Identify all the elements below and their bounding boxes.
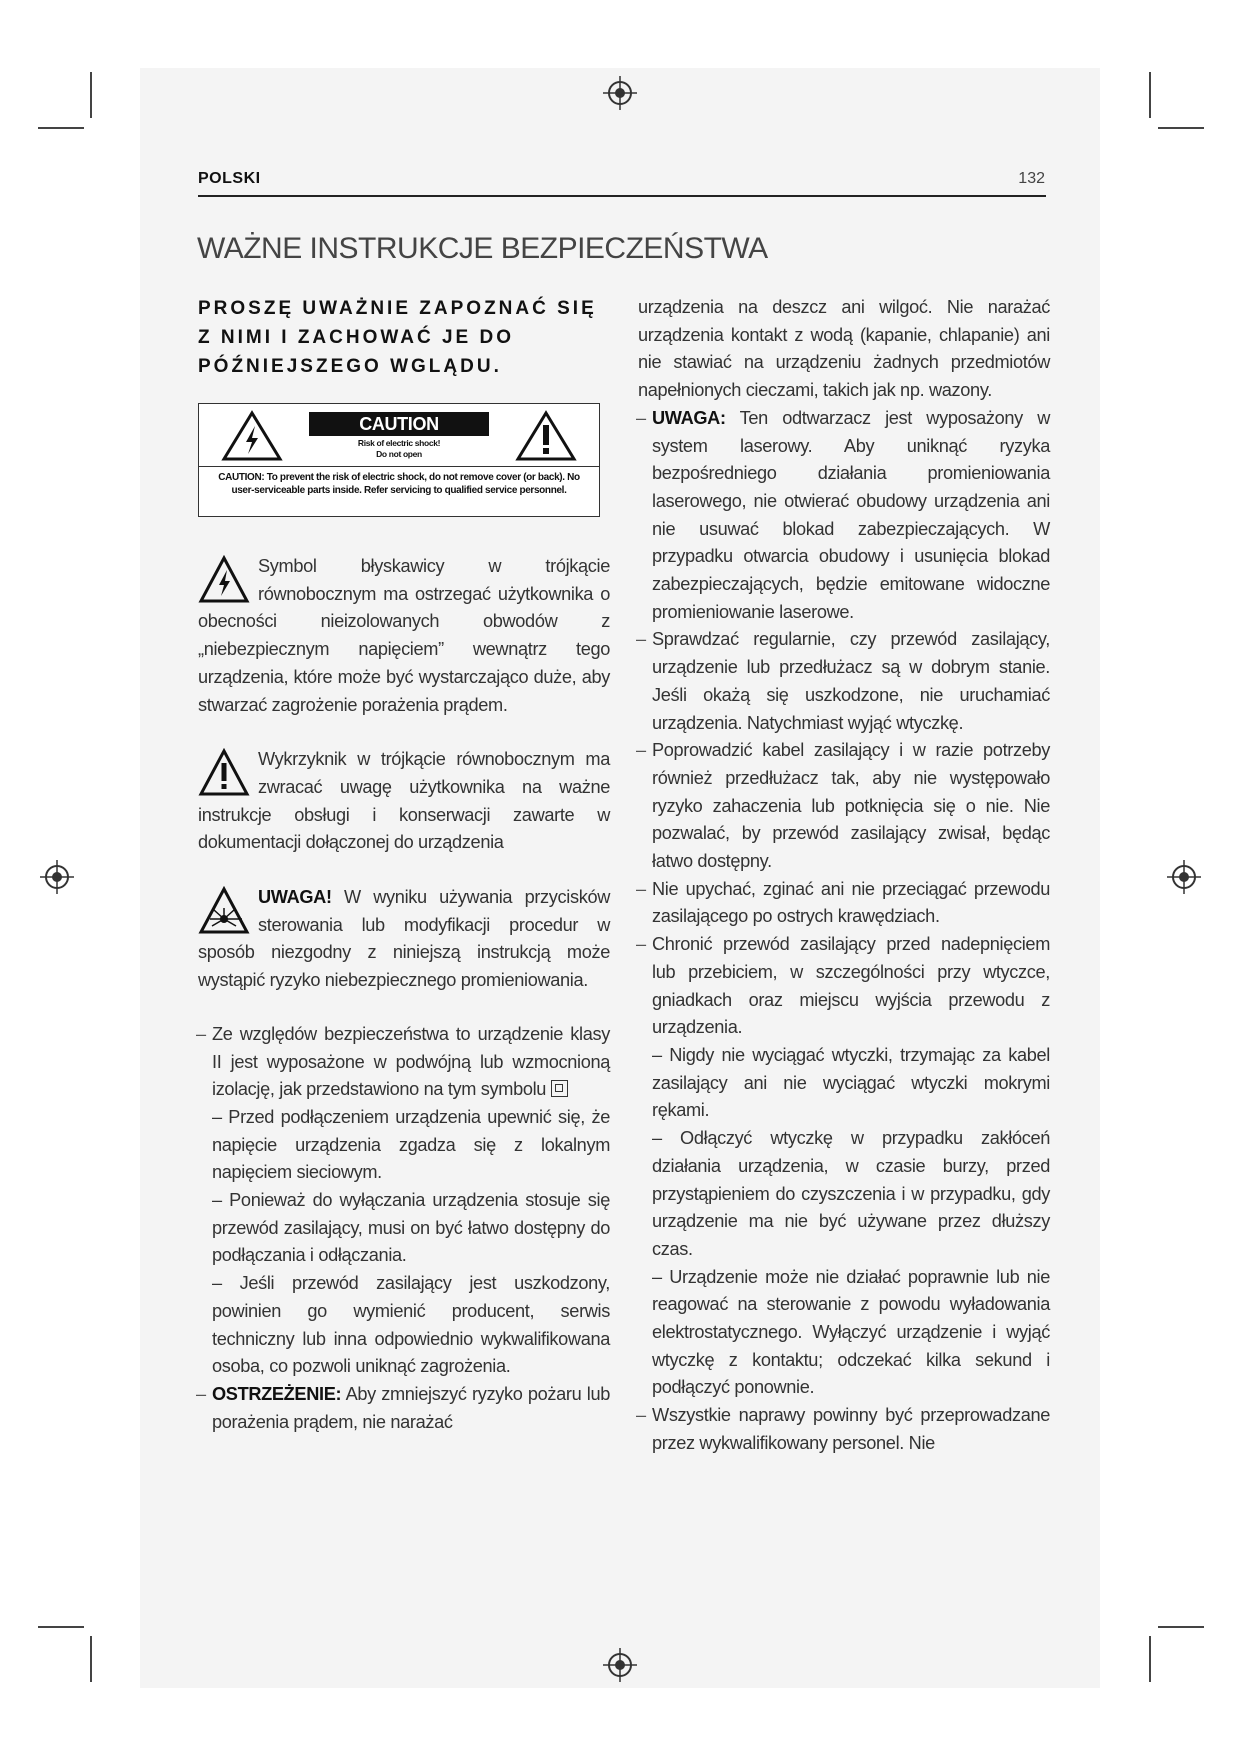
crop-mark-tr-h [1158, 127, 1204, 129]
registration-mark-icon [603, 1648, 637, 1682]
list-item: – Przed podłączeniem urządzenia upewnić się, że napięcie urządzenia zgadza się z lokalnym napięciem sieciowym. [212, 1106, 610, 1183]
caution-bottom-text: CAUTION: To prevent the risk of electric shock, do not remove cover (or back). No user-serviceable parts inside. Refer servicing to qualified service personnel. [218, 472, 580, 496]
warning-label: OSTRZEŻENIE: [212, 1383, 342, 1404]
list-item: – Odłączyć wtyczkę w przypadku zakłóceń działania urządzenia, w czasie burzy, przed przystąpieniem do czyszczenia i w przypadku, gdy urządzenie ma nie być używane przez dłuższy czas. [652, 1128, 1050, 1259]
caution-title: CAUTION [309, 412, 489, 436]
laser-warning-triangle-icon [198, 886, 250, 936]
laser-warning-text: W wyniku używania przycisków sterowania lub modyfikacji procedur w sposób niezgodny z niniejszą instrukcją może wystąpić ryzyko niebezpiecznego promieniowania. [198, 887, 610, 991]
list-item [638, 405, 1050, 627]
caution-line2: Do not open [376, 449, 422, 459]
crop-mark-tl-v [90, 72, 92, 118]
crop-mark-br-h [1158, 1626, 1204, 1628]
exclamation-symbol-paragraph [198, 746, 610, 857]
list-item: urządzenia na deszcz ani wilgoć. Nie narażać urządzenia kontakt z wodą (kapanie, chlapanie) ani nie stawiać na urządzeniu żadnych przedmiotów napełnionych cieczami, takich jak np. wazony. [638, 297, 1050, 401]
exclamation-triangle-icon [198, 748, 250, 798]
list-item: – Urządzenie może nie działać poprawnie lub nie reagować na sterowanie z powodu wyładowania elektrostatycznego. Wyłączyć urządzenie i wyjąć wtyczkę z kontaktu; odczekać kilka sekund i podłączyć ponownie. [652, 1266, 1050, 1398]
list-item: – Sprawdzać regularnie, czy przewód zasilający, urządzenie lub przedłużacz są w dobrym stanie. Jeśli okażą się uszkodzone, nie uruchamiać urządzenia. Natychmiast wyjąć wtyczkę. [638, 626, 1050, 737]
page-number: 132 [1018, 170, 1045, 187]
warning-text: Aby zmniejszyć ryzyko pożaru lub porażenia prądem, nie narażać [212, 1383, 610, 1432]
crop-mark-bl-h [38, 1626, 84, 1628]
list-item: – Nie upychać, zginać ani nie przeciągać przewodu zasilającego po ostrych krawędziach. [638, 876, 1050, 931]
caution-line1: Risk of electric shock! [357, 438, 441, 448]
header-language: POLSKI [198, 170, 261, 187]
list-item: – Poprowadzić kabel zasilający i w razie potrzeby również przedłużacz tak, aby nie występowało ryzyko zahaczenia lub potknięcia się o nie. Nie pozwalać, by przewód zasilający zwisał, będąc łatwo dostępny. [638, 737, 1050, 876]
list-item: – Jeśli przewód zasilający jest uszkodzony, powinien go wymienić producent, serwis techniczny lub inna odpowiednio wykwalifikowana osoba, co pozwoli uniknąć zagrożenia. [212, 1273, 610, 1377]
subheading: PROSZĘ UWAŻNIE ZAPOZNAĆ SIĘ Z NIMI I ZACHOWAĆ JE DO PÓŹNIEJSZEGO WGLĄDU. [198, 298, 597, 377]
crop-mark-tr-v [1149, 72, 1151, 118]
caution-label [198, 403, 600, 517]
caution-label-top [199, 404, 599, 467]
crop-mark-tl-h [38, 127, 84, 129]
page-title: WAŻNE INSTRUKCJE BEZPIECZEŃSTWA [197, 232, 768, 265]
list-item: – Ponieważ do wyłączania urządzenia stosuje się przewód zasilający, musi on być łatwo dostępny do podłączania i odłączania. [212, 1190, 610, 1266]
lightning-triangle-icon [221, 410, 283, 462]
list-item [198, 1381, 610, 1436]
laser-uwaga-label: UWAGA: [652, 407, 726, 428]
left-safety-list [198, 1021, 610, 1437]
lightning-symbol-paragraph [198, 553, 610, 719]
laser-symbol-paragraph [198, 884, 610, 995]
registration-mark-icon [1167, 860, 1201, 894]
lightning-triangle-icon [198, 555, 250, 605]
exclamation-triangle-icon [515, 410, 577, 462]
registration-mark-icon [40, 860, 74, 894]
laser-warning-label: UWAGA! [258, 887, 332, 908]
class2-text: Ze względów bezpieczeństwa to urządzenie klasy II jest wyposażone w podwójną lub wzmocnioną izolację, jak przedstawiono na tym symbolu [212, 1023, 610, 1100]
laser-uwaga-text: Ten odtwarzacz jest wyposażony w system laserowy. Aby uniknąć ryzyka bezpośredniego działania promieniowania laserowego, nie otwierać obudowy urządzenia ani nie usuwać blokad zabezpieczających. W przypadku otwarcia obudowy i usunięcia blokad zabezpieczających, będzie emitowane widoczne promieniowanie laserowe. [652, 407, 1050, 622]
list-item [198, 1021, 610, 1104]
list-item: – Chronić przewód zasilający przed nadepnięciem lub przebiciem, w szczególności przy wtyczce, gniadkach oraz miejscu wyjścia przewodu z urządzenia. [638, 931, 1050, 1042]
crop-mark-br-v [1149, 1636, 1151, 1682]
exclamation-symbol-text: Wykrzyknik w trójkącie równobocznym ma zwracać uwagę użytkownika na ważne instrukcje obsługi i konserwacji zawarte w dokumentacji dołączonej do urządzenia [198, 749, 610, 853]
list-item: – Nigdy nie wyciągać wtyczki, trzymając za kabel zasilający ani nie wyciągać wtyczki mokrymi rękami. [652, 1044, 1050, 1121]
header-rule [198, 195, 1046, 197]
right-column [638, 294, 1050, 1458]
list-item: – Wszystkie naprawy powinny być przeprowadzane przez wykwalifikowany personel. Nie [638, 1402, 1050, 1457]
crop-mark-bl-v [90, 1636, 92, 1682]
registration-mark-icon [603, 76, 637, 110]
lightning-symbol-text: Symbol błyskawicy w trójkącie równobocznym ma ostrzegać użytkownika o obecności nieizolowanych obwodów z „niebezpiecznym napięciem” wewnątrz tego urządzenia, które może być wystarczająco duże, aby stwarzać zagrożenie porażenia prądem. [198, 556, 610, 715]
class2-double-square-icon [551, 1080, 568, 1097]
left-column [198, 294, 610, 1436]
right-safety-list [638, 294, 1050, 1458]
